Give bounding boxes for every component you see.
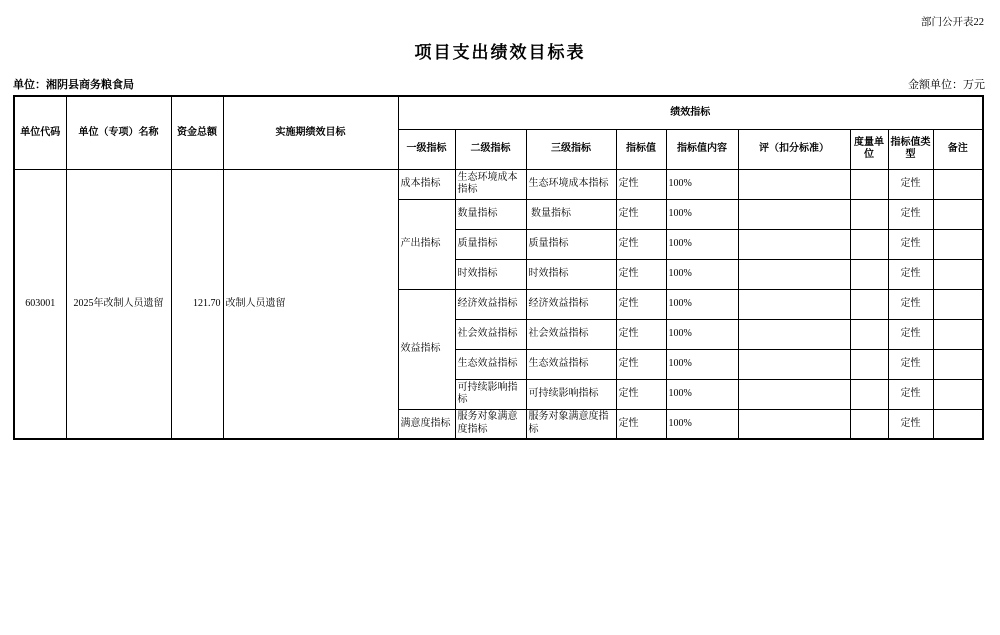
- cell-value-content: 100%: [666, 409, 738, 439]
- cell-total-amount: 121.70: [171, 169, 223, 439]
- cell-level3: 质量指标: [526, 229, 616, 259]
- cell-score-rule: [738, 289, 850, 319]
- cell-level3: 时效指标: [526, 259, 616, 289]
- header-measure-unit: 度量单位: [850, 129, 888, 169]
- cell-measure-unit: [850, 169, 888, 199]
- cell-value-content: 100%: [666, 259, 738, 289]
- cell-level1-output: 产出指标: [398, 199, 455, 289]
- cell-note: [933, 169, 983, 199]
- cell-level2: 数量指标: [455, 199, 526, 229]
- cell-value-type: 定性: [888, 289, 933, 319]
- cell-impl-goal: 改制人员遗留: [223, 169, 398, 439]
- header-performance-group: 绩效指标: [398, 96, 983, 129]
- cell-note: [933, 379, 983, 409]
- cell-note: [933, 259, 983, 289]
- cell-measure-unit: [850, 289, 888, 319]
- amount-unit-label: 金额单位：万元: [908, 79, 985, 91]
- cell-value: 定性: [616, 379, 666, 409]
- page-title: 项目支出绩效目标表: [414, 43, 586, 62]
- header-level3: 三级指标: [526, 129, 616, 169]
- cell-value-type: 定性: [888, 169, 933, 199]
- cell-value-type: 定性: [888, 229, 933, 259]
- cell-score-rule: [738, 379, 850, 409]
- cell-level2: 社会效益指标: [455, 319, 526, 349]
- meta-line: [13, 76, 985, 92]
- unit-label: 单位：湘阴县商务粮食局: [13, 79, 134, 91]
- cell-level1-benefit: 效益指标: [398, 289, 455, 409]
- cell-level2: 时效指标: [455, 259, 526, 289]
- cell-level2: 经济效益指标: [455, 289, 526, 319]
- cell-value: 定性: [616, 259, 666, 289]
- cell-measure-unit: [850, 259, 888, 289]
- cell-level3: 可持续影响指标: [526, 379, 616, 409]
- cell-value-type: 定性: [888, 259, 933, 289]
- cell-level3: 服务对象满意度指标: [526, 409, 616, 439]
- header-unit-name: 单位（专项）名称: [66, 96, 171, 169]
- cell-value-content: 100%: [666, 319, 738, 349]
- cell-score-rule: [738, 409, 850, 439]
- cell-level1-cost: 成本指标: [398, 169, 455, 199]
- header-value-type: 指标值类型: [888, 129, 933, 169]
- cell-value-type: 定性: [888, 319, 933, 349]
- cell-score-rule: [738, 169, 850, 199]
- table-row: [14, 169, 983, 199]
- cell-value: 定性: [616, 229, 666, 259]
- cell-measure-unit: [850, 199, 888, 229]
- cell-measure-unit: [850, 379, 888, 409]
- cell-value: 定性: [616, 169, 666, 199]
- header-impl-goal: 实施期绩效目标: [223, 96, 398, 169]
- cell-level1-satisfaction: 满意度指标: [398, 409, 455, 439]
- cell-unit-code: 603001: [14, 169, 66, 439]
- cell-measure-unit: [850, 409, 888, 439]
- cell-measure-unit: [850, 319, 888, 349]
- cell-value: 定性: [616, 319, 666, 349]
- header-level2: 二级指标: [455, 129, 526, 169]
- header-total-amount: 资金总额: [171, 96, 223, 169]
- cell-level3: 经济效益指标: [526, 289, 616, 319]
- header-note: 备注: [933, 129, 983, 169]
- cell-value: 定性: [616, 409, 666, 439]
- header-value-content: 指标值内容: [666, 129, 738, 169]
- cell-note: [933, 409, 983, 439]
- cell-value-content: 100%: [666, 229, 738, 259]
- cell-value: 定性: [616, 349, 666, 379]
- cell-score-rule: [738, 229, 850, 259]
- corner-table-number: 部门公开表22: [921, 17, 984, 28]
- cell-level2: 生态效益指标: [455, 349, 526, 379]
- cell-value-content: 100%: [666, 379, 738, 409]
- cell-level2: 可持续影响指标: [455, 379, 526, 409]
- cell-note: [933, 319, 983, 349]
- cell-value: 定性: [616, 199, 666, 229]
- cell-note: [933, 289, 983, 319]
- cell-score-rule: [738, 199, 850, 229]
- cell-value-type: 定性: [888, 199, 933, 229]
- cell-note: [933, 229, 983, 259]
- header-unit-code: 单位代码: [14, 96, 66, 169]
- cell-value-content: 100%: [666, 199, 738, 229]
- cell-value-content: 100%: [666, 169, 738, 199]
- cell-note: [933, 199, 983, 229]
- cell-level2: 服务对象满意度指标: [455, 409, 526, 439]
- cell-note: [933, 349, 983, 379]
- cell-level3: 数量指标: [526, 199, 616, 229]
- cell-value-content: 100%: [666, 349, 738, 379]
- cell-value: 定性: [616, 289, 666, 319]
- performance-target-table: [13, 95, 984, 440]
- cell-measure-unit: [850, 229, 888, 259]
- cell-value-content: 100%: [666, 289, 738, 319]
- cell-level3: 社会效益指标: [526, 319, 616, 349]
- header-level1: 一级指标: [398, 129, 455, 169]
- cell-measure-unit: [850, 349, 888, 379]
- cell-score-rule: [738, 259, 850, 289]
- cell-value-type: 定性: [888, 379, 933, 409]
- cell-level2: 质量指标: [455, 229, 526, 259]
- cell-level3: 生态效益指标: [526, 349, 616, 379]
- cell-level3: 生态环境成本指标: [526, 169, 616, 199]
- cell-value-type: 定性: [888, 409, 933, 439]
- cell-unit-name: 2025年改制人员遗留: [66, 169, 171, 439]
- cell-score-rule: [738, 349, 850, 379]
- header-indicator-value: 指标值: [616, 129, 666, 169]
- cell-value-type: 定性: [888, 349, 933, 379]
- cell-level2: 生态环境成本指标: [455, 169, 526, 199]
- header-score-rule: 评（扣分标准）: [738, 129, 850, 169]
- cell-score-rule: [738, 319, 850, 349]
